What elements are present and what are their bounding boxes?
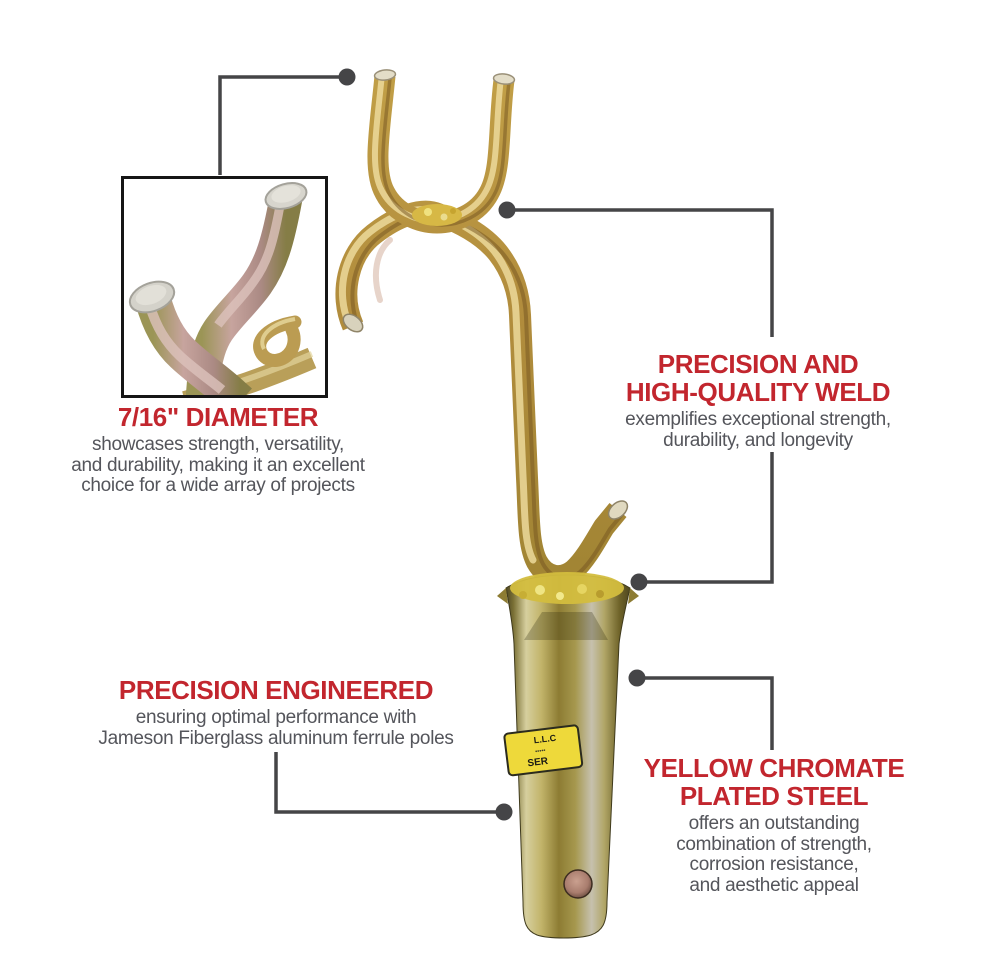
engineered-body <box>66 708 486 749</box>
weld-body <box>588 410 928 451</box>
inset-photo <box>123 178 327 403</box>
label-line-1: L.L.C <box>533 732 557 746</box>
material-body-line: and aesthetic appeal <box>689 874 859 896</box>
diameter-heading: 7/16" DIAMETER <box>117 402 319 432</box>
callout-diameter <box>33 403 403 497</box>
callout-material <box>614 754 934 896</box>
diameter-body-line: and durability, making it an excellent <box>71 454 365 476</box>
material-heading-line: PLATED STEEL <box>679 781 869 811</box>
weld-body-line: exemplifies exceptional strength, <box>625 409 891 430</box>
connector-weld-top <box>507 210 772 337</box>
ferrule-weld <box>510 572 624 604</box>
pin-hole <box>564 870 592 898</box>
callout-engineered <box>66 676 486 749</box>
engineered-body-line: ensuring optimal performance with <box>135 707 417 728</box>
dot-engineered <box>496 804 513 821</box>
weld-body-line: durability, and longevity <box>663 429 853 451</box>
dot-diameter <box>339 69 356 86</box>
diameter-body-line: choice for a wide array of projects <box>81 475 355 496</box>
engineered-body-line: Jameson Fiberglass aluminum ferrule poles <box>98 727 454 749</box>
diameter-body <box>33 435 403 497</box>
callout-weld <box>588 350 928 451</box>
label-line-3: SER <box>526 755 549 770</box>
weld-heading-line: HIGH-QUALITY WELD <box>625 377 891 407</box>
material-body-line: offers an outstanding <box>688 813 860 834</box>
material-heading <box>614 754 934 810</box>
product-label <box>504 725 583 776</box>
material-body-line: combination of strength, <box>676 833 872 855</box>
connector-material <box>644 678 772 750</box>
diameter-body-line: showcases strength, versatility, <box>92 434 344 455</box>
material-heading-line: YELLOW CHROMATE <box>643 753 905 783</box>
dot-weld-bottom <box>631 574 648 591</box>
weld-heading-line: PRECISION AND <box>657 349 859 379</box>
label-line-2: ••••• <box>534 748 547 756</box>
connector-engineered <box>276 752 498 812</box>
connector-weld-bottom <box>646 452 772 582</box>
main-hook <box>340 69 631 578</box>
engineered-heading: PRECISION ENGINEERED <box>118 675 434 705</box>
material-body <box>614 814 934 896</box>
hook-saddle <box>374 69 515 225</box>
saddle-weld <box>412 204 462 226</box>
dot-material <box>629 670 646 687</box>
dot-weld-top <box>499 202 516 219</box>
weld-heading <box>588 350 928 406</box>
material-body-line: corrosion resistance, <box>689 854 859 875</box>
connector-diameter <box>220 77 347 175</box>
